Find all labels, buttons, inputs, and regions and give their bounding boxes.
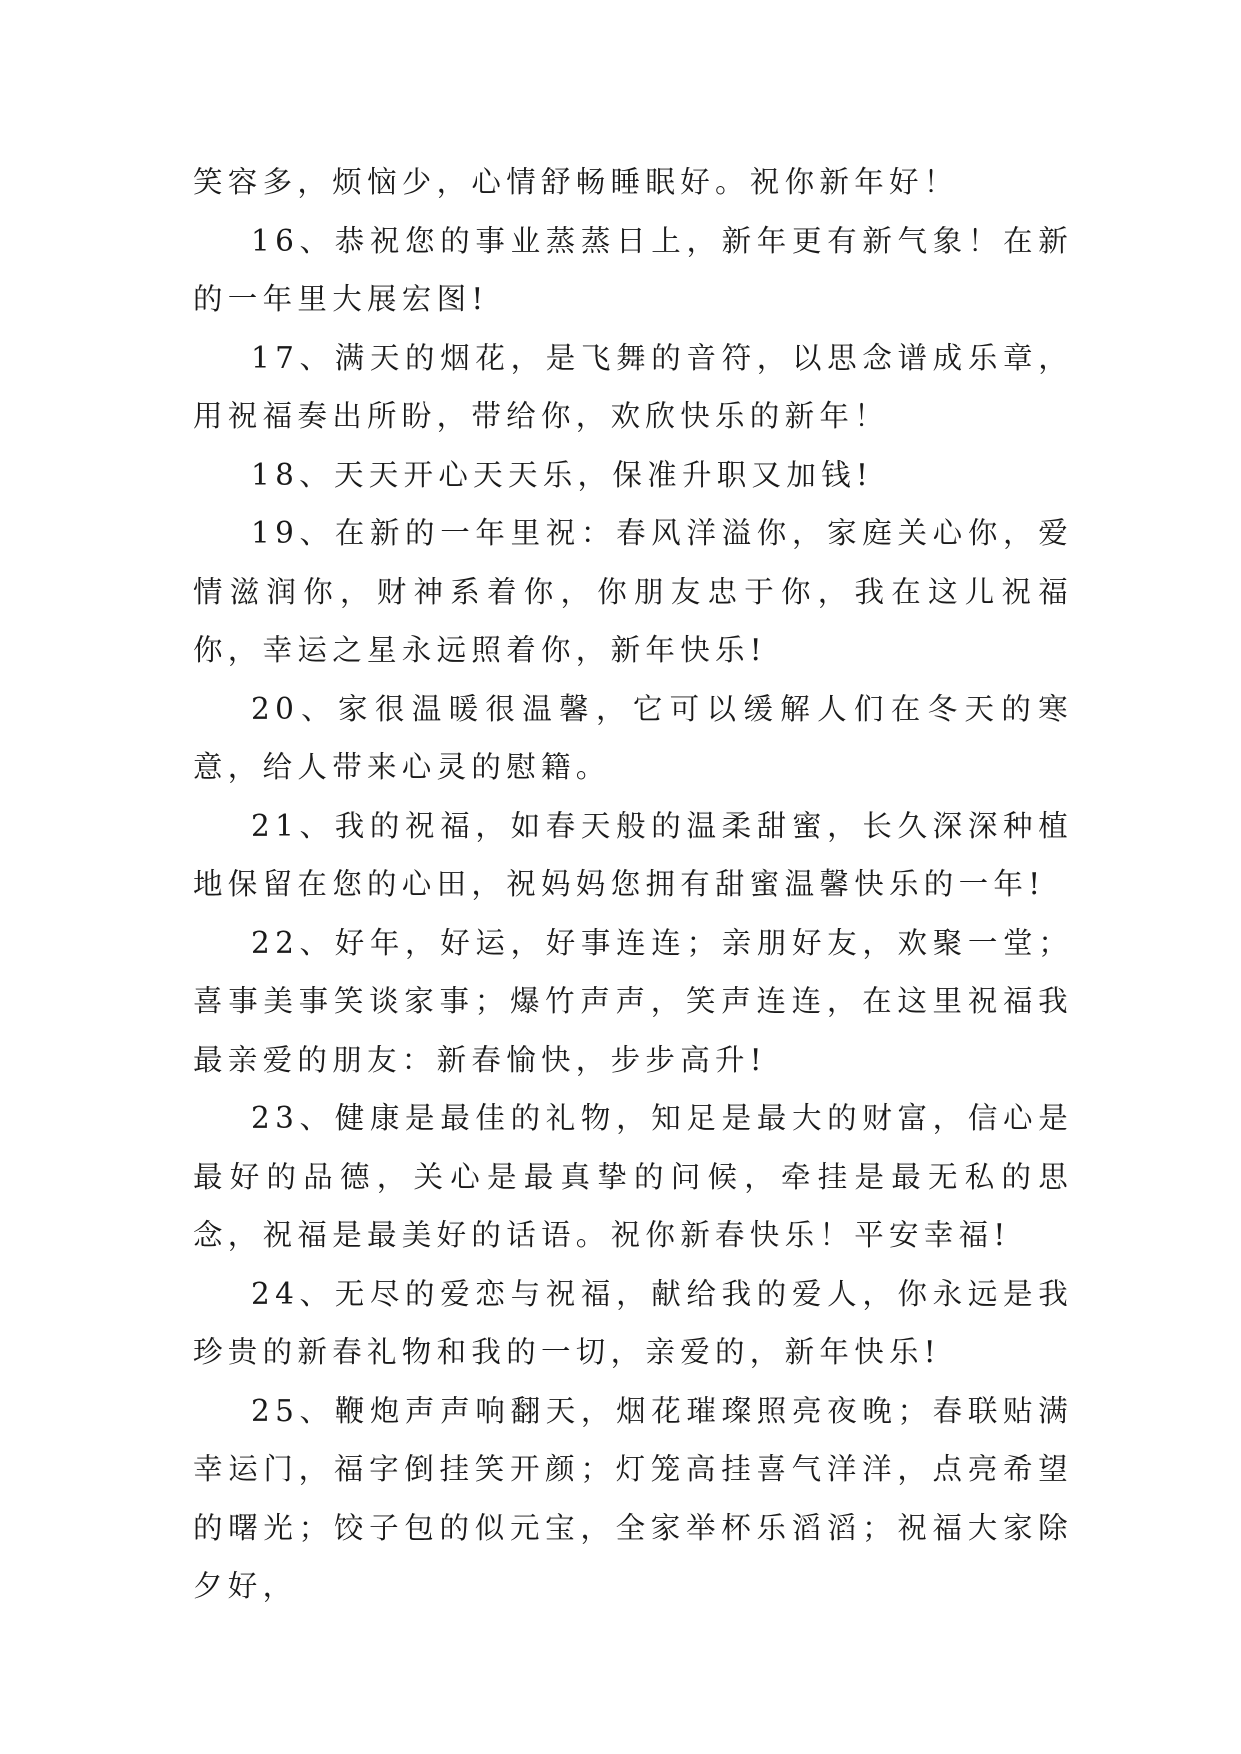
paragraph-24: 24、无尽的爱恋与祝福，献给我的爱人，你永远是我珍贵的新春礼物和我的一切，亲爱的，新年快乐! — [193, 1276, 1073, 1369]
paragraph-25: 25、鞭炮声声响翻天，烟花璀璨照亮夜晚；春联贴满幸运门，福字倒挂笑开颜；灯笼高挂喜气洋洋，点亮希望的曙光；饺子包的似元宝，全家举杯乐滔滔；祝福大家除夕好， — [193, 1393, 1073, 1603]
paragraph-23: 23、健康是最佳的礼物，知足是最大的财富，信心是最好的品德，关心是最真挚的问候，牵挂是最无私的思念，祝福是最美好的话语。祝你新春快乐！平安幸福! — [193, 1101, 1073, 1252]
paragraph-16: 16、恭祝您的事业蒸蒸日上，新年更有新气象！在新的一年里大展宏图! — [193, 223, 1073, 316]
document-body — [193, 153, 1073, 1616]
paragraph-19: 19、在新的一年里祝：春风洋溢你，家庭关心你，爱情滋润你，财神系着你，你朋友忠于你，我在这儿祝福你，幸运之星永远照着你，新年快乐! — [193, 516, 1073, 667]
paragraph-18: 18、天天开心天天乐，保准升职又加钱! — [251, 457, 874, 492]
paragraph-22: 22、好年，好运，好事连连；亲朋好友，欢聚一堂；喜事美事笑谈家事；爆竹声声，笑声连连，在这里祝福我最亲爱的朋友：新春愉快，步步高升! — [193, 925, 1073, 1077]
paragraph-20: 20、家很温暖很温馨，它可以缓解人们在冬天的寒意，给人带来心灵的慰籍。 — [193, 691, 1073, 784]
paragraph-continuation: 笑容多，烦恼少，心情舒畅睡眠好。祝你新年好！ — [193, 165, 959, 199]
paragraph-17: 17、满天的烟花，是飞舞的音符，以思念谱成乐章，用祝福奏出所盼，带给你，欢欣快乐的新年！ — [193, 340, 1073, 433]
paragraph-21: 21、我的祝福，如春天般的温柔甜蜜，长久深深种植地保留在您的心田，祝妈妈您拥有甜蜜温馨快乐的一年! — [193, 808, 1073, 901]
